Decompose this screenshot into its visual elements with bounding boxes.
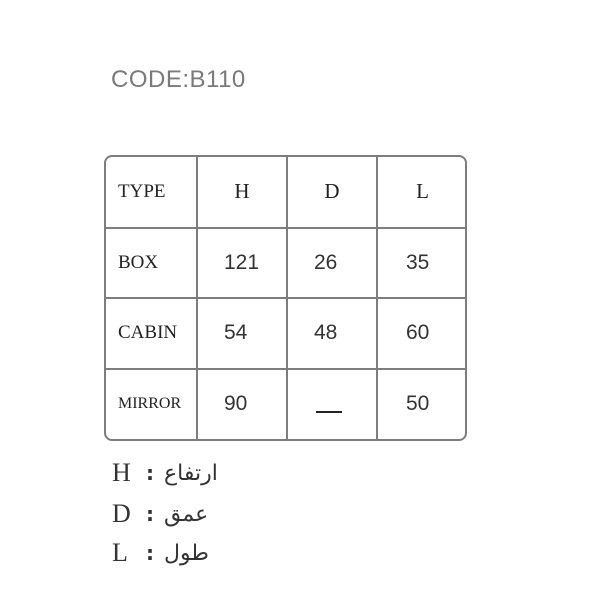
dimensions-table xyxy=(104,155,467,441)
cell-d: 48 xyxy=(287,298,377,369)
legend-letter: L xyxy=(112,538,128,567)
legend-arabic: طول xyxy=(164,540,209,566)
legend-item-height xyxy=(112,458,218,488)
legend-colon: : xyxy=(146,502,154,526)
legend-letter: H xyxy=(112,458,131,487)
header-type: TYPE xyxy=(106,157,197,228)
legend-arabic: ارتفاع xyxy=(164,460,218,486)
table-row-cabin xyxy=(106,298,467,369)
cell-d: 26 xyxy=(287,228,377,299)
legend-arabic: عمق xyxy=(164,501,209,527)
dash-mark xyxy=(316,411,342,413)
cell-l: 60 xyxy=(377,298,467,369)
cell-d xyxy=(287,369,377,440)
row-label: CABIN xyxy=(106,298,197,369)
table-row-mirror xyxy=(106,369,467,440)
table-header-row xyxy=(106,157,467,228)
product-code: CODE:B110 xyxy=(111,66,246,93)
table-row-box xyxy=(106,228,467,299)
cell-h: 121 xyxy=(197,228,287,299)
legend-letter: D xyxy=(112,499,131,528)
header-l: L xyxy=(377,157,467,228)
cell-l: 35 xyxy=(377,228,467,299)
legend-item-length xyxy=(112,538,209,568)
header-d: D xyxy=(287,157,377,228)
cell-h: 54 xyxy=(197,298,287,369)
row-label: MIRROR xyxy=(106,369,197,440)
row-label: BOX xyxy=(106,228,197,299)
legend-colon: : xyxy=(146,461,154,485)
legend-item-depth xyxy=(112,499,208,529)
cell-h: 90 xyxy=(197,369,287,440)
header-h: H xyxy=(197,157,287,228)
legend-colon: : xyxy=(146,541,154,565)
cell-l: 50 xyxy=(377,369,467,440)
